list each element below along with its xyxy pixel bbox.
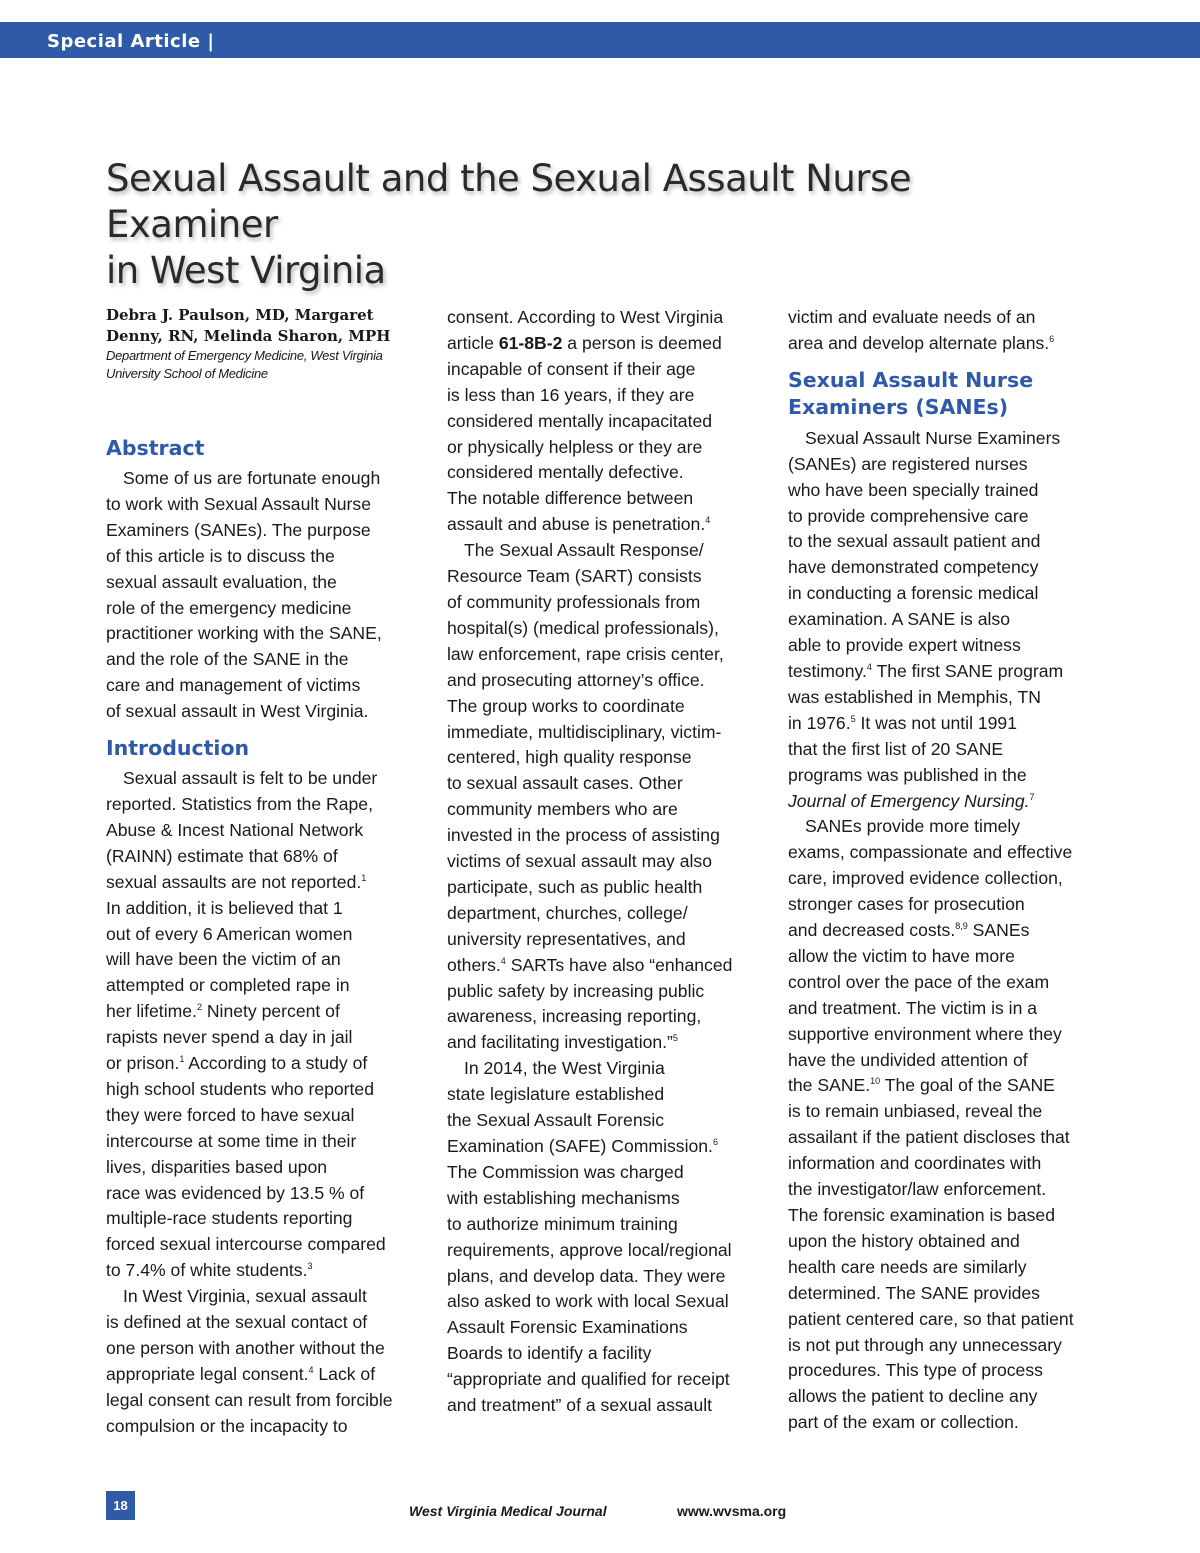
title-line-2: in West Virginia [106, 249, 386, 292]
consent-paragraph [447, 305, 759, 538]
title-line-1: Sexual Assault and the Sexual Assault Nurse Examiner [106, 157, 912, 246]
heading-line: Sexual Assault Nurse [788, 367, 1034, 392]
text-line: awareness, increasing reporting, [447, 1006, 702, 1027]
text-line: care and management of victims [106, 675, 361, 696]
text-line: practitioner working with the SANE, [106, 623, 382, 644]
text-line: was established in Memphis, TN [788, 686, 1041, 707]
text-line: of sexual assault in West Virginia. [106, 701, 369, 722]
text-line: Resource Team (SART) consists [447, 566, 702, 587]
text-line: rapists never spend a day in jail [106, 1027, 353, 1048]
text-line: who have been specially trained [788, 479, 1039, 500]
text-line: the SANE. [788, 1075, 871, 1096]
citation-superscript: 5 [850, 713, 856, 724]
citation-superscript: 4 [866, 661, 872, 672]
text-line: and the role of the SANE in the [106, 649, 349, 670]
text-line: to work with Sexual Assault Nurse [106, 493, 371, 514]
citation-superscript: 4 [705, 515, 711, 526]
text-line: SARTs have also “enhanced [505, 954, 733, 975]
text-line: Some of us are fortunate enough [123, 468, 381, 488]
text-line: victims of sexual assault may also [447, 851, 712, 872]
affiliation [106, 347, 416, 383]
citation-superscript: 4 [308, 1364, 314, 1375]
sane-heading [788, 367, 1098, 421]
text-line: Sexual assault is felt to be under [123, 768, 378, 789]
text-line: to provide comprehensive care [788, 505, 1029, 526]
text-line: Lack of [313, 1363, 376, 1384]
text-line: It was not until 1991 [855, 712, 1018, 733]
text-line: considered mentally defective. [447, 462, 684, 483]
text-line: assailant if the patient discloses that [788, 1127, 1070, 1148]
text-line: Examination (SAFE) Commission. [447, 1136, 713, 1156]
text-line: information and coordinates with [788, 1153, 1042, 1174]
text-line: they were forced to have sexual [106, 1104, 355, 1125]
text-line: have the undivided attention of [788, 1049, 1028, 1070]
text-line: of community professionals from [447, 591, 701, 612]
text-line: requirements, approve local/regional [447, 1239, 732, 1260]
text-line: The group works to coordinate [447, 695, 685, 716]
safe-paragraph-continued [788, 305, 1098, 357]
text-line: allows the patient to decline any [788, 1386, 1038, 1407]
column-1 [106, 305, 416, 1440]
introduction-heading: Introduction [106, 736, 250, 761]
text-line: the investigator/law enforcement. [788, 1179, 1047, 1200]
text-line: The first SANE program [871, 660, 1064, 681]
text-line: testimony. [788, 660, 867, 681]
affiliation-line: University School of Medicine [106, 366, 268, 381]
text-line: intercourse at some time in their [106, 1130, 357, 1151]
section-header-bar [0, 22, 1200, 58]
text-line: to sexual assault cases. Other [447, 773, 683, 794]
text-line: attempted or completed rape in [106, 975, 350, 996]
column-2 [447, 305, 759, 1419]
statute-reference: 61-8B-2 [498, 332, 563, 353]
text-line: and prosecuting attorney’s office. [447, 669, 705, 690]
text-line: control over the pace of the exam [788, 971, 1050, 992]
text-line: procedures. This type of process [788, 1360, 1043, 1381]
text-line: will have been the victim of an [106, 949, 341, 970]
text-line: patient centered care, so that patient [788, 1308, 1074, 1329]
text-line: or physically helpless or they are [447, 436, 703, 457]
citation-superscript: 2 [196, 1002, 202, 1013]
text-line: The Sexual Assault Response/ [464, 540, 704, 561]
citation-superscript: 1 [361, 872, 367, 883]
article-title [106, 156, 1066, 294]
text-line: university representatives, and [447, 928, 686, 949]
text-line: multiple-race students reporting [106, 1208, 353, 1229]
text-line: able to provide expert witness [788, 635, 1021, 656]
text-line: determined. The SANE provides [788, 1282, 1040, 1303]
text-line: allow the victim to have more [788, 945, 1015, 966]
text-line: examination. A SANE is also [788, 609, 1010, 630]
section-label: Special Article | [47, 31, 215, 52]
text-line: to 7.4% of white students. [106, 1260, 308, 1281]
text-line: Examiners (SANEs). The purpose [106, 519, 371, 540]
text-line: have demonstrated competency [788, 557, 1039, 578]
text-line: department, churches, college/ [447, 902, 688, 923]
text-line: considered mentally incapacitated [447, 410, 713, 431]
text-line: legal consent can result from forcible [106, 1389, 393, 1410]
text-line: forced sexual intercourse compared [106, 1234, 386, 1255]
text-line: In 2014, the West Virginia [464, 1058, 665, 1079]
abstract-paragraph [106, 466, 416, 725]
text-line: (SANEs) are registered nurses [788, 453, 1028, 474]
text-line: plans, and develop data. They were [447, 1265, 726, 1286]
citation-superscript: 6 [712, 1137, 718, 1147]
sane-paragraph-1 [788, 426, 1098, 815]
authors [106, 305, 416, 347]
text-line: one person with another without the [106, 1338, 385, 1358]
affiliation-line: Department of Emergency Medicine, West Virginia [106, 348, 383, 363]
text-line: to authorize minimum training [447, 1213, 678, 1234]
text-line: race was evidenced by 13.5 % of [106, 1182, 365, 1203]
text-line: In addition, it is believed that 1 [106, 897, 343, 918]
text-line: is to remain unbiased, reveal the [788, 1101, 1043, 1122]
text-line: to the sexual assault patient and [788, 531, 1041, 552]
text-line: programs was published in the [788, 764, 1027, 785]
text-line: others. [447, 954, 501, 975]
text-line: and decreased costs. [788, 920, 956, 941]
text-line: community members who are [447, 799, 678, 820]
text-line: part of the exam or collection. [788, 1412, 1019, 1433]
text-line: article [447, 332, 499, 353]
text-line: In West Virginia, sexual assault [123, 1286, 367, 1307]
citation-superscript: 10 [870, 1076, 881, 1087]
text-line: The notable difference between [447, 488, 694, 509]
introduction-paragraph-1 [106, 766, 416, 1284]
citation-superscript: 5 [672, 1033, 678, 1044]
citation-superscript: 4 [500, 955, 506, 966]
authors-line: Debra J. Paulson, MD, Margaret [106, 306, 374, 324]
text-line: is defined at the sexual contact of [106, 1312, 368, 1333]
footer-url: www.wvsma.org [677, 1503, 787, 1519]
text-line: appropriate legal consent. [106, 1363, 309, 1384]
safe-paragraph [447, 1056, 759, 1419]
footer-journal: West Virginia Medical Journal [409, 1503, 607, 1519]
text-line: (RAINN) estimate that 68% of [106, 845, 338, 866]
text-line: assault and abuse is penetration. [447, 514, 706, 535]
text-line: The goal of the SANE [880, 1075, 1055, 1096]
text-line: also asked to work with local Sexual [447, 1291, 729, 1312]
citation-superscript: 7 [1029, 791, 1035, 802]
text-line: area and develop alternate plans. [788, 332, 1050, 353]
text-line: a person is deemed [562, 332, 722, 353]
text-line: exams, compassionate and effective [788, 842, 1073, 863]
introduction-paragraph-2 [106, 1284, 416, 1439]
text-line: invested in the process of assisting [447, 825, 720, 846]
text-line: in 1976. [788, 712, 851, 733]
text-line: hospital(s) (medical professionals), [447, 617, 719, 638]
text-line: participate, such as public health [447, 876, 703, 897]
text-line: stronger cases for prosecution [788, 894, 1025, 915]
text-line: the Sexual Assault Forensic [447, 1110, 665, 1131]
text-line: and treatment. The victim is in a [788, 997, 1038, 1018]
text-line: role of the emergency medicine [106, 597, 352, 618]
text-line: SANEs provide more timely [805, 816, 1021, 837]
abstract-heading: Abstract [106, 436, 205, 460]
column-3 [788, 305, 1098, 1436]
text-line: is not put through any unnecessary [788, 1334, 1062, 1355]
text-line: supportive environment where they [788, 1023, 1062, 1044]
text-line: of this article is to discuss the [106, 545, 335, 566]
text-line: sexual assault evaluation, the [106, 571, 337, 592]
text-line: upon the history obtained and [788, 1230, 1020, 1251]
text-line: her lifetime. [106, 1001, 197, 1022]
text-line: care, improved evidence collection, [788, 868, 1063, 889]
text-line: Abuse & Incest National Network [106, 819, 364, 840]
text-line: that the first list of 20 SANE [788, 738, 1004, 759]
text-line: with establishing mechanisms [447, 1187, 680, 1208]
text-line: in conducting a forensic medical [788, 583, 1039, 604]
text-line: Ninety percent of [201, 1001, 340, 1022]
journal-title: Journal of Emergency Nursing. [788, 790, 1030, 811]
citation-superscript: 8,9 [955, 921, 968, 932]
text-line: The forensic examination is based [788, 1205, 1055, 1225]
citation-superscript: 1 [179, 1054, 185, 1065]
text-line: public safety by increasing public [447, 980, 705, 1001]
heading-line: Examiners (SANEs) [788, 394, 1009, 419]
citation-superscript: 3 [307, 1261, 313, 1272]
text-line: incapable of consent if their age [447, 358, 696, 379]
text-line: “appropriate and qualified for receipt [447, 1369, 730, 1390]
text-line: sexual assaults are not reported. [106, 871, 362, 892]
text-line: Boards to identify a facility [447, 1343, 652, 1364]
text-line: health care needs are similarly [788, 1256, 1027, 1277]
text-line: and treatment” of a sexual assault [447, 1395, 713, 1416]
text-line: reported. Statistics from the Rape, [106, 793, 373, 814]
authors-line: Denny, RN, Melinda Sharon, MPH [106, 327, 391, 345]
text-line: centered, high quality response [447, 747, 692, 768]
text-line: SANEs [967, 920, 1030, 941]
text-line: high school students who reported [106, 1078, 374, 1099]
text-line: The Commission was charged [447, 1161, 684, 1182]
citation-superscript: 6 [1049, 333, 1055, 344]
sart-paragraph [447, 538, 759, 1056]
text-line: and facilitating investigation.” [447, 1032, 673, 1053]
text-line: According to a study of [184, 1053, 368, 1074]
text-line: law enforcement, rape crisis center, [447, 643, 724, 664]
text-line: Sexual Assault Nurse Examiners [805, 427, 1061, 448]
text-line: is less than 16 years, if they are [447, 384, 695, 405]
sane-paragraph-2 [788, 814, 1098, 1436]
text-line: or prison. [106, 1053, 180, 1074]
text-line: out of every 6 American women [106, 923, 353, 944]
text-line: compulsion or the incapacity to [106, 1415, 348, 1436]
text-line: Assault Forensic Examinations [447, 1317, 688, 1338]
page-number-badge: 18 [106, 1491, 135, 1520]
text-line: victim and evaluate needs of an [788, 307, 1036, 327]
text-line: lives, disparities based upon [106, 1156, 328, 1177]
text-line: immediate, multidisciplinary, victim- [447, 721, 722, 742]
text-line: state legislature established [447, 1084, 665, 1105]
text-line: consent. According to West Virginia [447, 307, 724, 327]
